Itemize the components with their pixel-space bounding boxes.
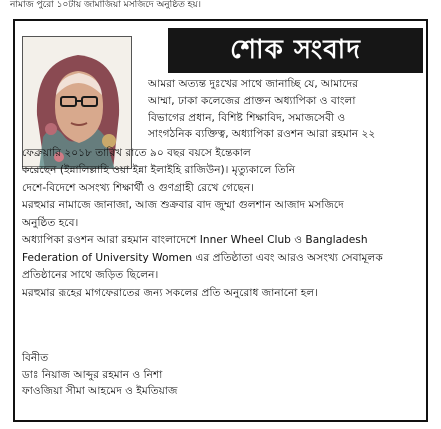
body-line: প্রতিষ্ঠানের সাথে জড়িত ছিলেন।	[22, 269, 159, 281]
body-line: অনুষ্ঠিত হবে।	[22, 216, 79, 229]
body-line: দেশে-বিদেশে অসংখ্য শিক্ষার্থী ও গুণগ্রাহী রেখে গেছেন।	[22, 181, 254, 194]
body-line: মরহুমার নামাজে জানাজা, আজ শুক্রবার বাদ জুম্মা গুলশান আজাদ মসজিদে	[22, 199, 344, 211]
body-line: মরহুমার রূহের মাগফেরাতের জন্য সকলের প্রতি অনুরোধ জানানো হল।	[22, 286, 318, 299]
intro-paragraph	[148, 76, 424, 143]
date-paragraph	[22, 145, 424, 162]
signature-line: ডাঃ নিয়াজ আব্দুর রহমান ও নিশা	[22, 368, 163, 381]
intro-line: আম্মা, ঢাকা কলেজের প্রাক্তন অধ্যাপিকা ও বাংলা	[148, 94, 356, 107]
body-line: Federation of University Women এর প্রতিষ্ঠাতা এবং আরও অসংখ্য সেবামূলক	[22, 251, 383, 264]
top-strip-text: নামাজ পুরো ১০টায় জামাজিয়া মসজিদে অনুষ্ঠিত হয়।	[10, 0, 201, 10]
signature-line: ফাওজিয়া সীমা আহমেদ ও ইমতিয়াজ	[22, 385, 178, 397]
body-line: করেছেন (ইন্নালিল্লাহি ওয়া ইন্না ইলাইহি রাজিউন)। মৃত্যুকালে তিনি	[22, 164, 296, 176]
intro-line: আমরা অত্যন্ত দুঃখের সাথে জানাচ্ছি যে, আমাদের	[148, 78, 359, 90]
body-paragraph	[22, 162, 424, 302]
headline-box	[168, 28, 423, 73]
intro-line: বিভাগের প্রধান, বিশিষ্ট শিক্ষাবিদ, সমাজসেবী ও	[148, 111, 346, 124]
body-line: অধ্যাপিকা রওশন আরা রহমান বাংলাদেশে Inner Wheel Club ও Bangladesh	[22, 234, 368, 246]
date-line: ফেব্রুয়ারি ২০১৮ তারিখ রাতে ৯০ বছর বয়সে ইন্তেকাল	[22, 147, 251, 159]
headline: শোক সংবাদ	[230, 34, 361, 65]
signature-closing: বিনীত	[22, 352, 49, 364]
intro-line: সাংগঠনিক ব্যক্তিত্ব, অধ্যাপিকা রওশন আরা রহমান ২২	[148, 128, 376, 141]
signature-block	[22, 350, 177, 400]
